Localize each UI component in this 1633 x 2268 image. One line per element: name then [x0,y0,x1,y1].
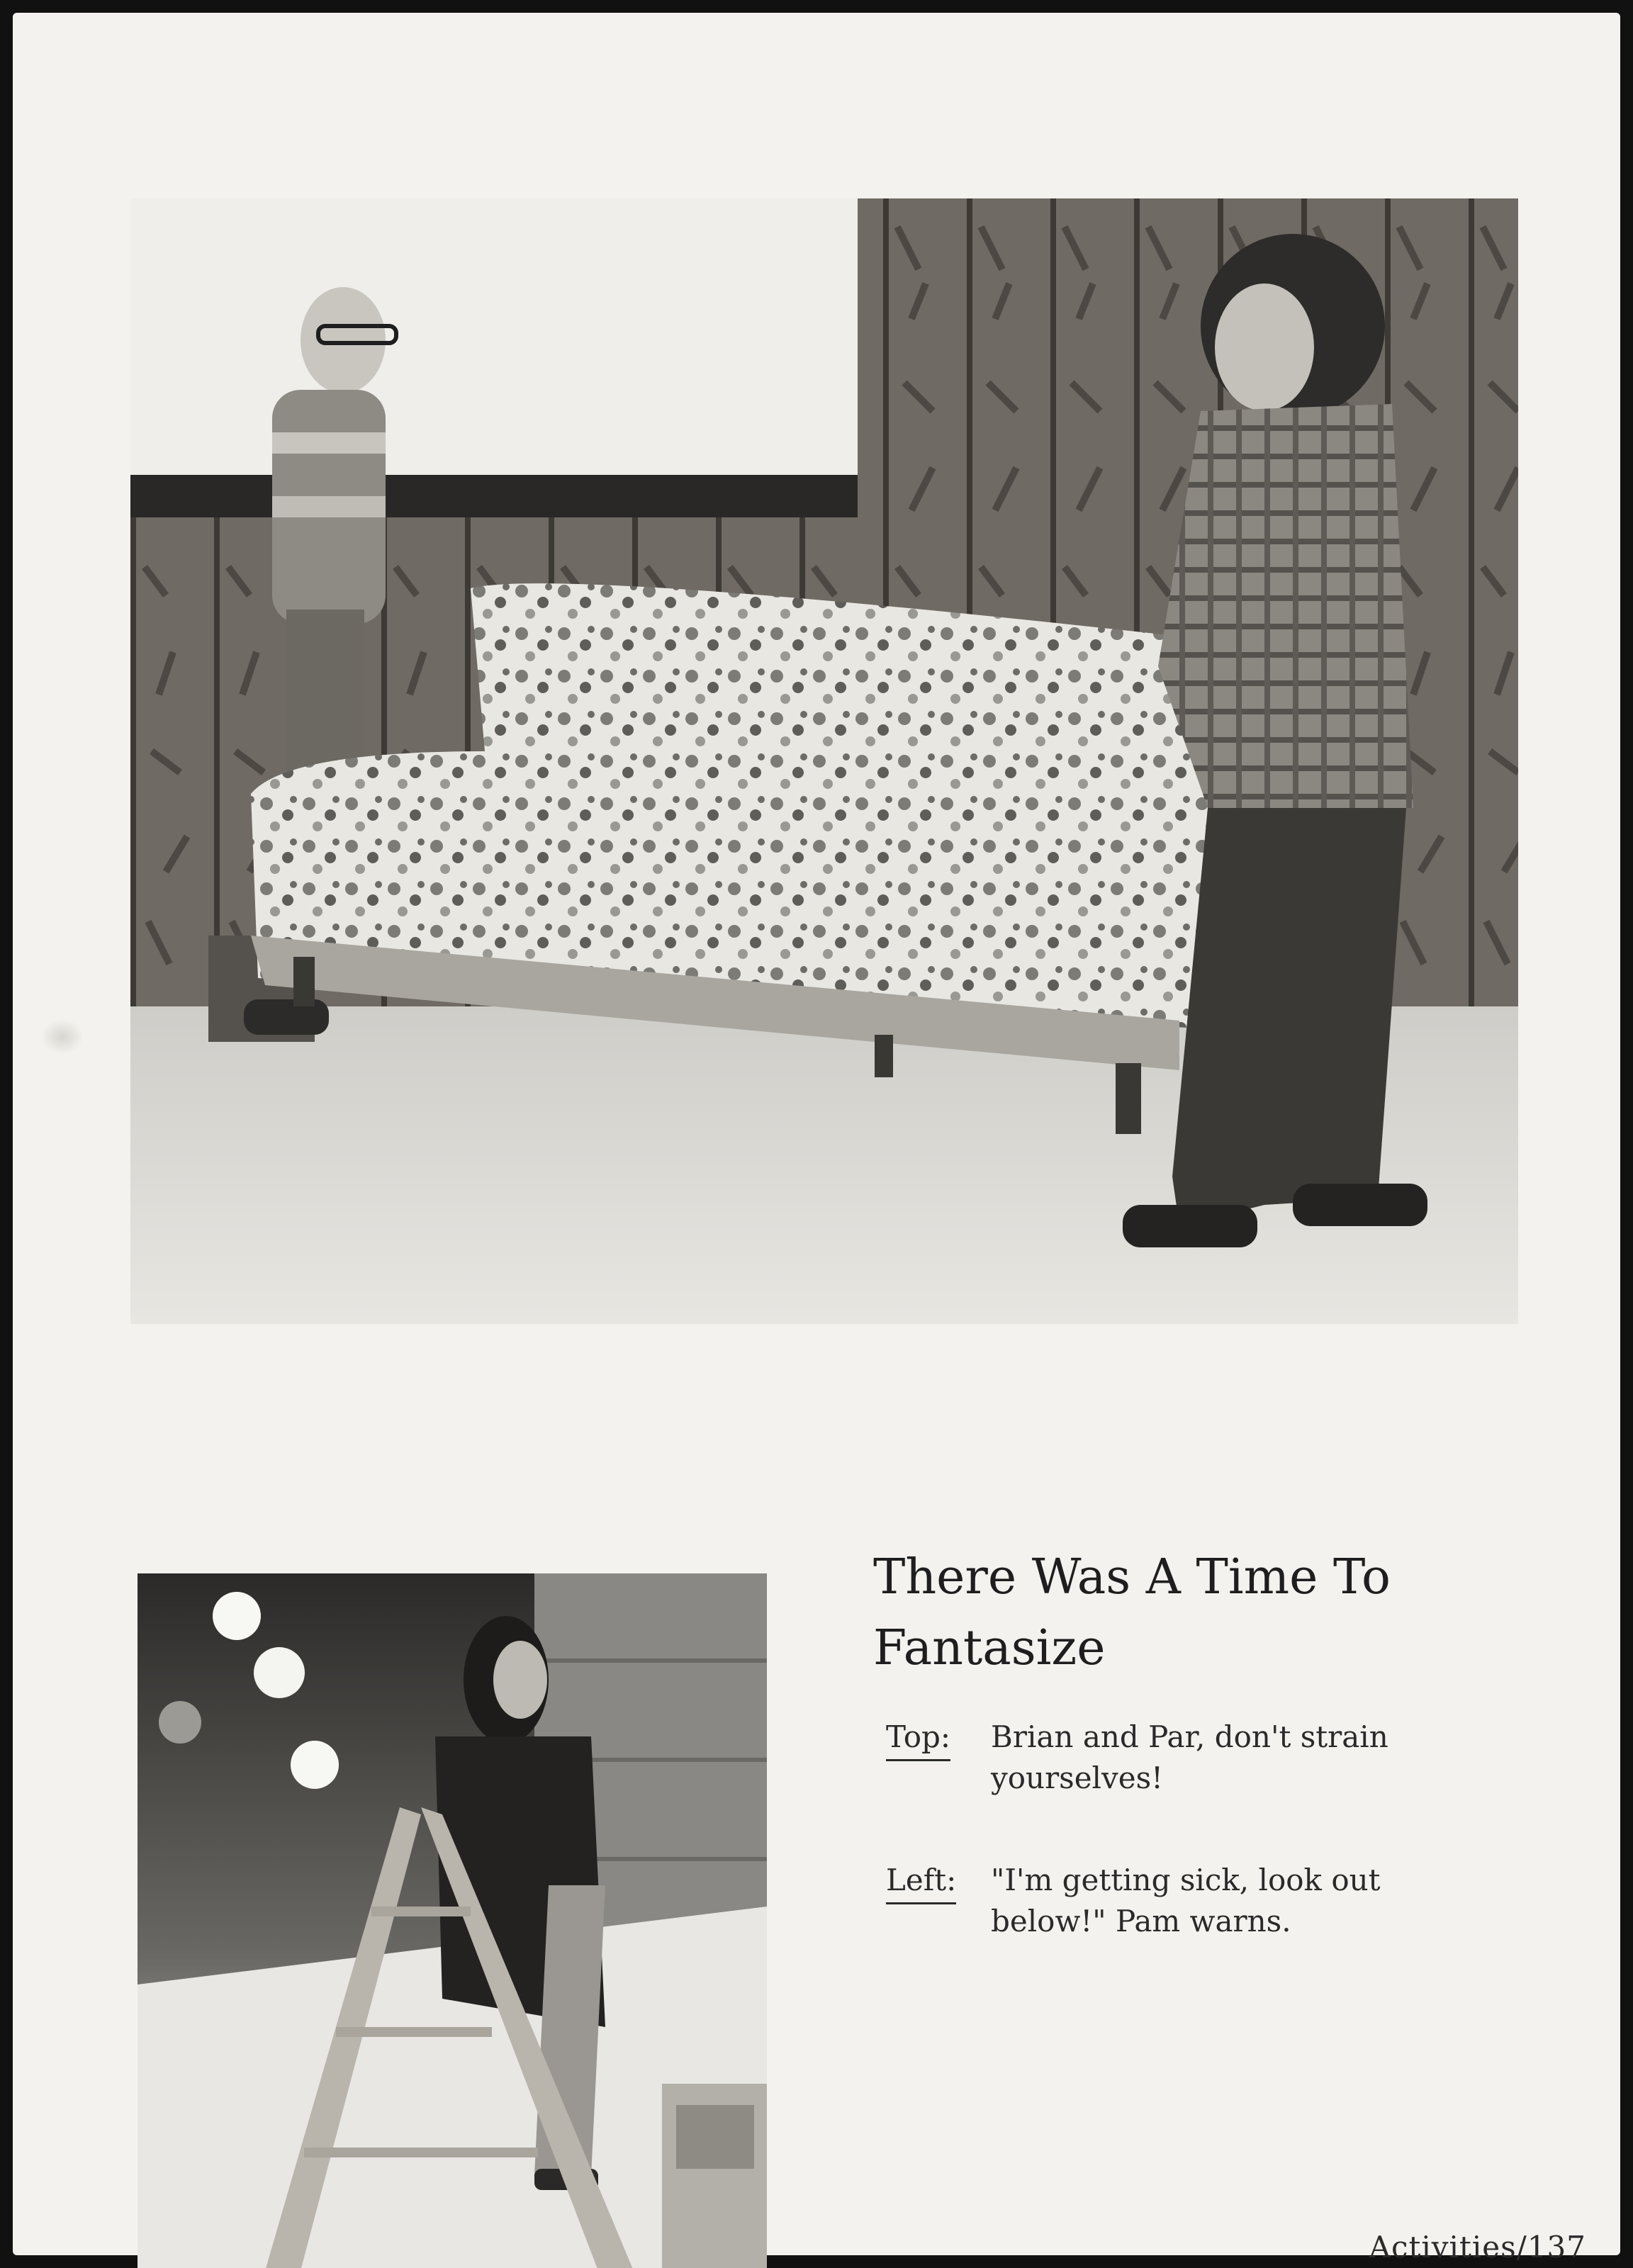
photo-ladder-image [138,1573,767,2268]
photo-couch-movers-image [130,198,1518,1324]
paper [13,13,1620,2264]
caption-left-text: "I'm getting sick, look out below!" Pam warns. [991,1863,1381,1938]
photo-couch-movers [130,198,1518,1324]
caption-left-label: Left: [886,1860,956,1904]
caption-top-text: Brian and Par, don't strain yourselves! [991,1719,1388,1795]
photo-ladder [138,1573,767,2268]
caption-top-label: Top: [886,1717,950,1761]
page-smudge [41,1019,84,1055]
page-folio: Activities/137 [1369,2230,1586,2264]
headline: There Was A Time To Fantasize [873,1549,1391,1676]
